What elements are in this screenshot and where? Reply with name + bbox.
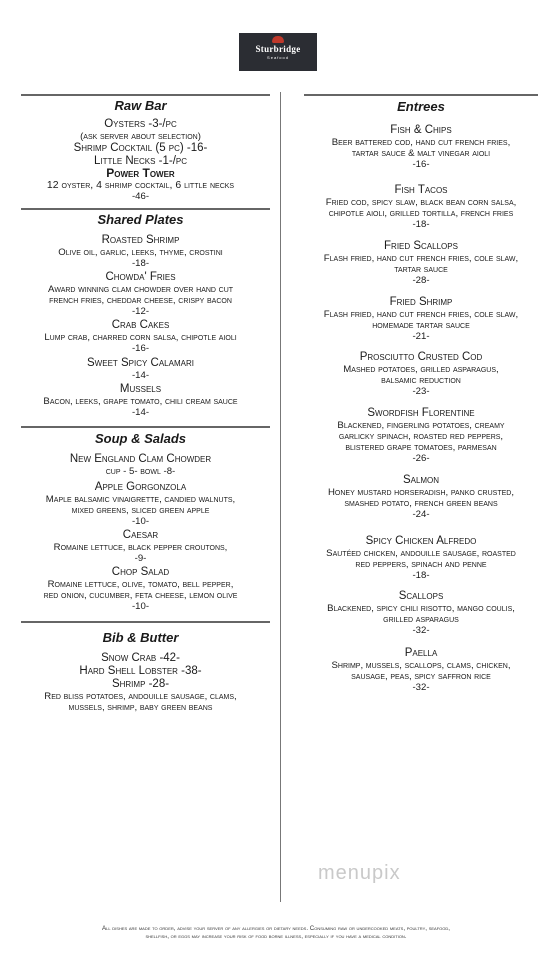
item-name: Chowda' Fries <box>105 271 176 283</box>
menu-line: Little Necks -1-/pc <box>93 155 188 167</box>
item-desc: blistered grape tomatoes, parmesan <box>345 442 497 453</box>
menu-line: Oysters -3-/pc <box>104 118 177 130</box>
item-name: Caesar <box>122 529 159 541</box>
section-title-soup-salads: Soup & Salads <box>94 431 187 446</box>
item-desc: smashed potato, french green beans <box>344 498 498 509</box>
menu-item <box>16 453 265 477</box>
allergy-disclaimer <box>10 925 542 941</box>
item-name: Chop Salad <box>111 566 170 578</box>
logo-name: Sturbridge <box>255 44 301 54</box>
item-desc: Shrimp, mussels, scallops, clams, chicken, <box>331 660 511 671</box>
menu-item <box>296 535 546 581</box>
item-price: -28- <box>412 275 430 286</box>
item-price: -12- <box>131 306 150 317</box>
item-name: Prosciutto Crusted Cod <box>359 351 483 363</box>
item-desc: Red bliss potatoes, andouille sausage, clams, <box>44 691 237 702</box>
item-name: Roasted Shrimp <box>101 234 180 246</box>
item-price: -32- <box>412 625 430 636</box>
item-desc: homemade tartar sauce <box>372 320 470 331</box>
item-desc: Flash fried, hand cut french fries, cole slaw, <box>323 309 519 320</box>
menu-line: Hard Shell Lobster -38- <box>79 665 202 677</box>
item-desc: grilled asparagus <box>383 614 459 625</box>
item-name: Paella <box>404 647 438 659</box>
item-price: -24- <box>412 509 430 520</box>
menu-item <box>296 240 546 286</box>
item-desc: french fries, cheddar cheese, crispy bacon <box>49 295 232 306</box>
divider <box>21 208 270 210</box>
item-name: Scallops <box>398 590 444 602</box>
menu-item <box>296 590 546 636</box>
item-name: Fried Shrimp <box>389 296 453 308</box>
menu-item <box>296 296 546 342</box>
menu-item <box>16 234 265 269</box>
item-name: Salmon <box>402 474 440 486</box>
item-price: -18- <box>412 219 430 230</box>
item-price: -32- <box>412 682 430 693</box>
raw-bar-block <box>16 118 265 168</box>
menu-line: Shrimp Cocktail (5 pc) -16- <box>73 142 208 154</box>
item-desc: red peppers, spinach and penne <box>355 559 487 570</box>
menu-item <box>16 383 265 418</box>
item-desc: tartar sauce <box>394 264 448 275</box>
item-desc: Bacon, leeks, grape tomato, chili cream sauce <box>43 396 238 407</box>
menu-item <box>296 647 546 693</box>
item-price: -23- <box>412 386 430 397</box>
section-title-entrees: Entrees <box>397 99 445 114</box>
item-price: -26- <box>412 453 430 464</box>
section-title-shared-plates: Shared Plates <box>97 212 184 227</box>
divider <box>21 621 270 623</box>
disclaimer-line: All dishes are made to order, advise your server of any allergies or dietary needs. Consuming raw or undercooked meats, poultry, seafood, <box>101 925 450 932</box>
item-name: Sweet Spicy Calamari <box>87 357 194 369</box>
item-desc: Blackened, fingerling potatoes, creamy <box>337 420 505 431</box>
item-desc: Olive oil, garlic, leeks, thyme, crostini <box>58 247 223 258</box>
section-title-bib-butter: Bib & Butter <box>102 630 179 645</box>
item-desc: cup - 5- bowl -8- <box>105 466 176 477</box>
item-name: Power Tower <box>106 166 175 180</box>
power-tower <box>16 167 265 202</box>
item-price: -21- <box>412 331 430 342</box>
item-name: Fried Scallops <box>384 240 458 252</box>
item-name: Swordfish Florentine <box>367 407 475 419</box>
divider <box>304 94 538 96</box>
menu-item <box>16 529 265 564</box>
menu-line: Snow Crab -42- <box>101 652 180 664</box>
item-name: New England Clam Chowder <box>69 453 212 465</box>
divider <box>21 94 270 96</box>
item-price: -10- <box>131 601 150 612</box>
item-desc: Sautéed chicken, andouille sausage, roasted <box>326 548 516 559</box>
item-price: -10- <box>131 516 150 527</box>
item-price: -18- <box>412 570 430 581</box>
item-desc: garlicky spinach, roasted red peppers, <box>338 431 504 442</box>
item-desc: mixed greens, sliced green apple <box>71 505 210 516</box>
item-desc: mussels, shrimp, baby green beans <box>68 702 213 713</box>
menu-line: (ask server about selection) <box>80 131 201 142</box>
menu-item <box>16 271 265 317</box>
item-desc: chipotle aioli, grilled tortilla, french fries <box>328 208 514 219</box>
item-name: Spicy Chicken Alfredo <box>365 535 477 547</box>
item-price: -14- <box>131 370 150 381</box>
crab-icon <box>272 36 284 43</box>
bib-butter-desc <box>16 691 265 713</box>
menu-item <box>296 407 546 464</box>
item-name: Apple Gorgonzola <box>94 481 187 493</box>
item-name: Mussels <box>119 383 162 395</box>
item-price: -16- <box>131 343 150 354</box>
menu-item <box>16 566 265 612</box>
item-desc: 12 oyster, 4 shrimp cocktail, 6 little necks <box>46 179 235 191</box>
item-name: Fish & Chips <box>390 124 452 136</box>
item-desc: Honey mustard horseradish, panko crusted, <box>327 487 514 498</box>
item-desc: sausage, peas, spicy saffron rice <box>351 671 491 682</box>
divider <box>21 426 270 428</box>
menu-item <box>296 124 546 170</box>
item-desc: balsamic reduction <box>381 375 461 386</box>
item-desc: tartar sauce & malt vinegar aioli <box>351 148 491 159</box>
item-desc: Beer battered cod, hand cut french fries, <box>331 137 511 148</box>
restaurant-logo <box>239 33 317 71</box>
item-desc: Lump crab, charred corn salsa, chipotle aioli <box>44 332 237 343</box>
disclaimer-line: shellfish, or eggs may increase your risk of food borne illness, especially if you have a medical condition. <box>145 933 407 940</box>
item-desc: Blackened, spicy chili risotto, mango coulis, <box>327 603 515 614</box>
item-price: -14- <box>131 407 150 418</box>
item-desc: red onion, cucumber, feta cheese, lemon olive <box>43 590 238 601</box>
menu-item <box>16 319 265 354</box>
logo-sub: Seafood <box>267 55 289 60</box>
menu-item <box>296 474 546 520</box>
menu-line: Shrimp -28- <box>111 678 170 690</box>
item-price: -16- <box>412 159 430 170</box>
item-desc: Mashed potatoes, grilled asparagus, <box>343 364 499 375</box>
item-desc: Fried cod, spicy slaw, black bean corn salsa, <box>325 197 517 208</box>
item-desc: Award winning clam chowder over hand cut <box>47 284 234 295</box>
menu-item <box>16 357 265 381</box>
item-price: -18- <box>131 258 150 269</box>
item-desc: Flash fried, hand cut french fries, cole slaw, <box>323 253 519 264</box>
item-price: -9- <box>134 553 147 564</box>
item-price: -46- <box>131 191 150 202</box>
bib-butter-block <box>16 652 265 691</box>
item-desc: Romaine lettuce, black pepper croutons, <box>53 542 228 553</box>
menu-item <box>296 184 546 230</box>
item-desc: Romaine lettuce, olive, tomato, bell pepper, <box>47 579 234 590</box>
section-title-raw-bar: Raw Bar <box>114 98 167 113</box>
item-name: Fish Tacos <box>394 184 448 196</box>
item-desc: Maple balsamic vinaigrette, candied walnuts, <box>45 494 236 505</box>
column-divider <box>280 92 281 902</box>
watermark: menupix <box>318 862 401 884</box>
item-name: Crab Cakes <box>111 319 170 331</box>
menu-item <box>16 481 265 527</box>
menu-item <box>296 351 546 397</box>
